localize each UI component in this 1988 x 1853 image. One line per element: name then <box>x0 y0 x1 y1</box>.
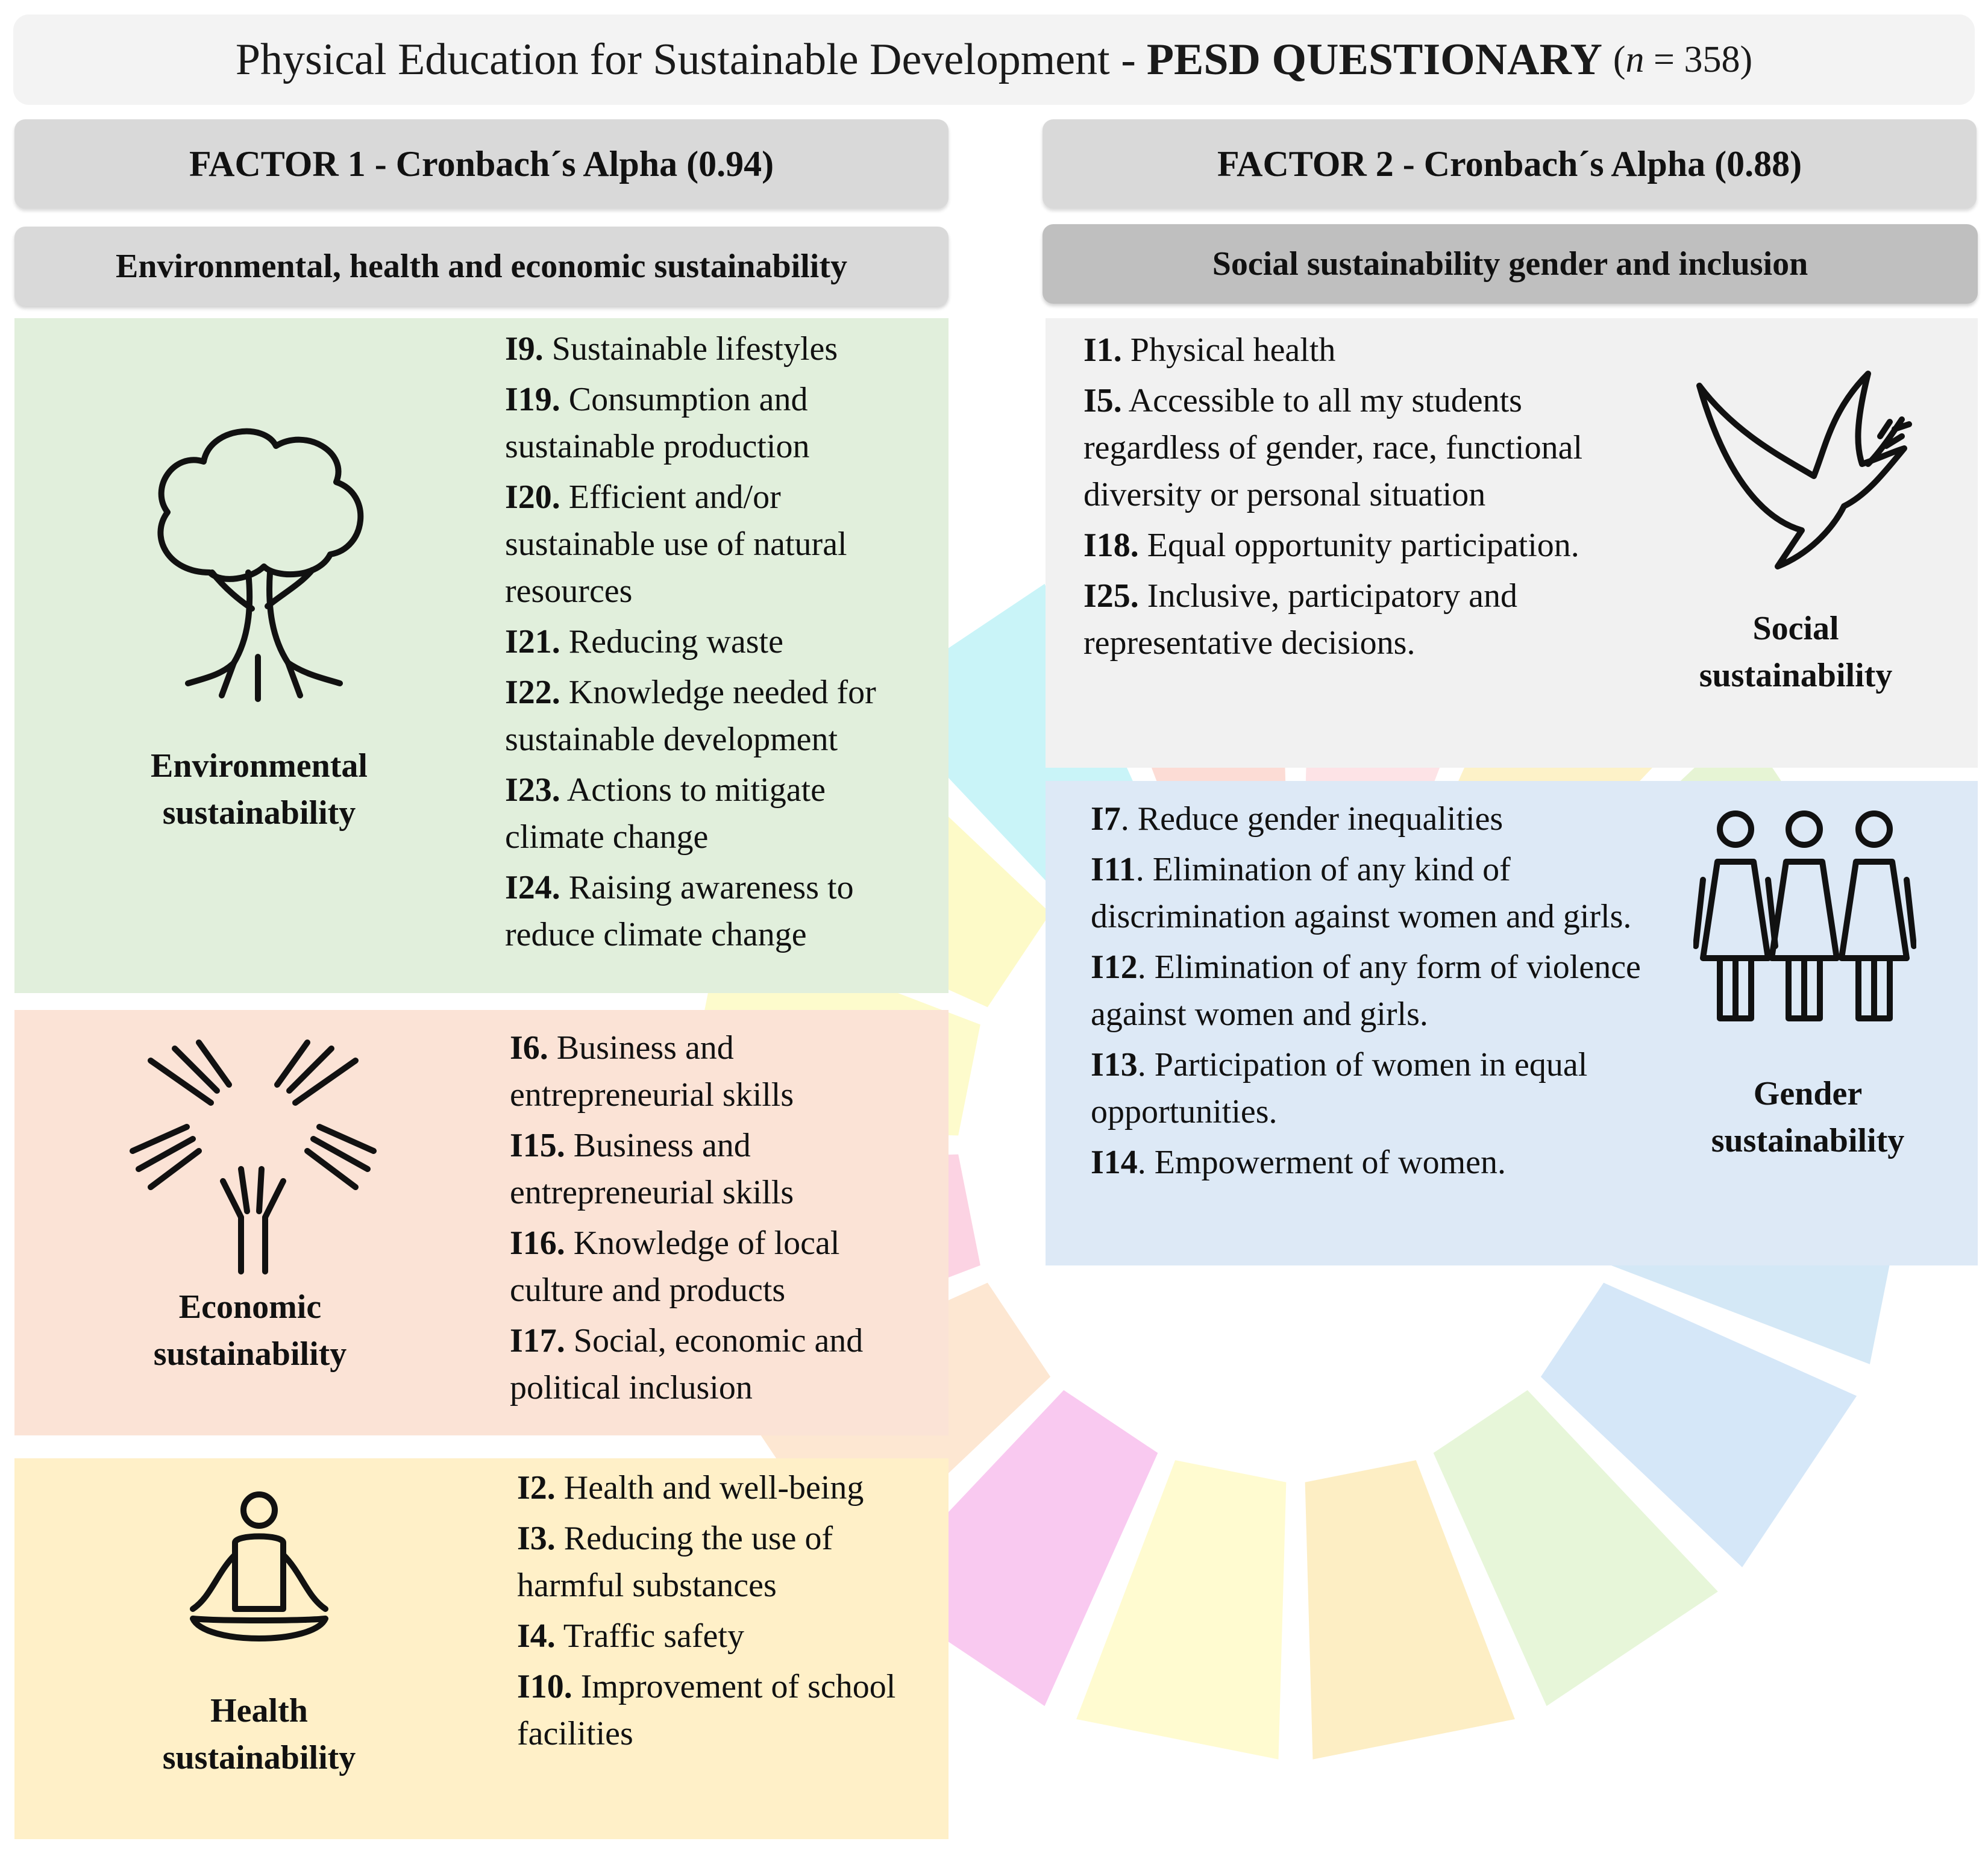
item-text: . Empowerment of women. <box>1137 1144 1506 1181</box>
item-text: . Elimination of any kind of discrimination against women and girls. <box>1091 851 1632 935</box>
item-code: I10. <box>517 1668 572 1705</box>
item-i5 <box>1083 377 1614 518</box>
item-i20 <box>505 474 933 615</box>
factor1-subheading: Environmental, health and economic sustainability <box>14 227 949 306</box>
item-i10 <box>517 1663 933 1757</box>
item-i1 <box>1083 327 1614 374</box>
item-code: I7 <box>1091 800 1121 838</box>
social-items <box>1083 327 1614 670</box>
environmental-caption: Environmental sustainability <box>151 747 368 832</box>
item-i9 <box>505 325 933 372</box>
item-text: Social, economic and political inclusion <box>510 1322 864 1406</box>
item-code: I12 <box>1091 948 1138 986</box>
item-text: Traffic safety <box>555 1617 744 1655</box>
item-code: I11 <box>1091 851 1136 888</box>
item-i6 <box>510 1024 932 1118</box>
item-text: Actions to mitigate climate change <box>505 771 826 856</box>
item-code: I1. <box>1083 331 1122 369</box>
item-i12 <box>1091 944 1669 1038</box>
item-code: I6. <box>510 1029 548 1067</box>
item-code: I23. <box>505 771 560 809</box>
item-code: I2. <box>517 1469 556 1507</box>
environmental-items <box>505 325 933 962</box>
item-i4 <box>517 1613 933 1660</box>
item-i18 <box>1083 522 1614 569</box>
item-code: I13 <box>1091 1046 1138 1083</box>
item-text: Health and well-being <box>555 1469 864 1507</box>
item-text: Raising awareness to reduce climate change <box>505 869 854 953</box>
sample-size: (n = 358) <box>1613 39 1753 80</box>
item-code: I17. <box>510 1322 565 1359</box>
health-caption: Health sustainability <box>162 1692 356 1776</box>
item-code: I16. <box>510 1224 565 1262</box>
item-text: Sustainable lifestyles <box>543 330 838 368</box>
health-items <box>517 1464 933 1761</box>
item-i7 <box>1091 795 1669 842</box>
item-i11 <box>1091 846 1669 940</box>
item-code: I19. <box>505 381 560 418</box>
economic-items <box>510 1024 932 1415</box>
item-text: Equal opportunity participation. <box>1138 527 1579 564</box>
item-text: Accessible to all my students regardless of gender, race, functional diversity or personal situation <box>1083 382 1583 513</box>
item-text: Inclusive, participatory and representative decisions. <box>1083 577 1518 662</box>
item-text: Reducing the use of harmful substances <box>517 1520 833 1604</box>
item-text: Efficient and/or sustainable use of natural resources <box>505 478 847 610</box>
item-i23 <box>505 767 933 861</box>
tree-icon <box>137 416 378 705</box>
item-code: I15. <box>510 1127 565 1164</box>
three-women-icon <box>1693 807 1916 1024</box>
item-text: . Elimination of any form of violence against women and girls. <box>1091 948 1641 1033</box>
item-i13 <box>1091 1041 1669 1135</box>
item-i19 <box>505 376 933 470</box>
item-code: I20. <box>505 478 560 516</box>
item-text: Knowledge of local culture and products <box>510 1224 840 1309</box>
item-code: I18. <box>1083 527 1139 564</box>
item-code: I22. <box>505 674 560 711</box>
item-text: Physical health <box>1121 331 1336 369</box>
gender-items <box>1091 795 1669 1190</box>
gender-caption: Gender sustainability <box>1711 1075 1905 1159</box>
item-i3 <box>517 1515 933 1609</box>
factor2-heading: FACTOR 2 - Cronbach´s Alpha (0.88) <box>1043 119 1977 209</box>
item-text: . Participation of women in equal opportunities. <box>1091 1046 1588 1130</box>
item-text: Knowledge needed for sustainable development <box>505 674 876 758</box>
hands-circle-icon <box>127 1036 380 1278</box>
factor1-heading: FACTOR 1 - Cronbach´s Alpha (0.94) <box>14 119 949 209</box>
meditation-icon <box>181 1488 337 1663</box>
item-code: I21. <box>505 623 560 660</box>
item-text: Improvement of school facilities <box>517 1668 896 1752</box>
economic-caption: Economic sustainability <box>153 1288 347 1373</box>
item-text: Consumption and sustainable production <box>505 381 810 465</box>
item-code: I5. <box>1083 382 1122 419</box>
item-code: I9. <box>505 330 544 368</box>
item-i2 <box>517 1464 933 1511</box>
title-bold: PESD QUESTIONARY <box>1146 34 1602 84</box>
item-code: I4. <box>517 1617 556 1655</box>
item-code: I14 <box>1091 1144 1138 1181</box>
item-text: . Reduce gender inequalities <box>1120 800 1504 838</box>
item-code: I25. <box>1083 577 1139 615</box>
item-i22 <box>505 669 933 763</box>
social-caption: Social sustainability <box>1699 610 1893 694</box>
item-i24 <box>505 864 933 958</box>
item-i17 <box>510 1317 932 1411</box>
item-code: I3. <box>517 1520 556 1557</box>
item-i21 <box>505 618 933 665</box>
factor2-subheading: Social sustainability gender and inclusion <box>1043 224 1978 304</box>
item-i25 <box>1083 572 1614 666</box>
dove-icon <box>1687 362 1916 578</box>
item-i15 <box>510 1122 932 1216</box>
item-text: Reducing waste <box>560 623 783 660</box>
item-i14 <box>1091 1139 1669 1186</box>
item-text: Business and entrepreneurial skills <box>510 1127 794 1211</box>
title-plain: Physical Education for Sustainable Development - <box>235 34 1136 84</box>
item-text: Business and entrepreneurial skills <box>510 1029 794 1114</box>
item-code: I24. <box>505 869 560 906</box>
item-i16 <box>510 1220 932 1314</box>
page-title <box>13 14 1975 105</box>
